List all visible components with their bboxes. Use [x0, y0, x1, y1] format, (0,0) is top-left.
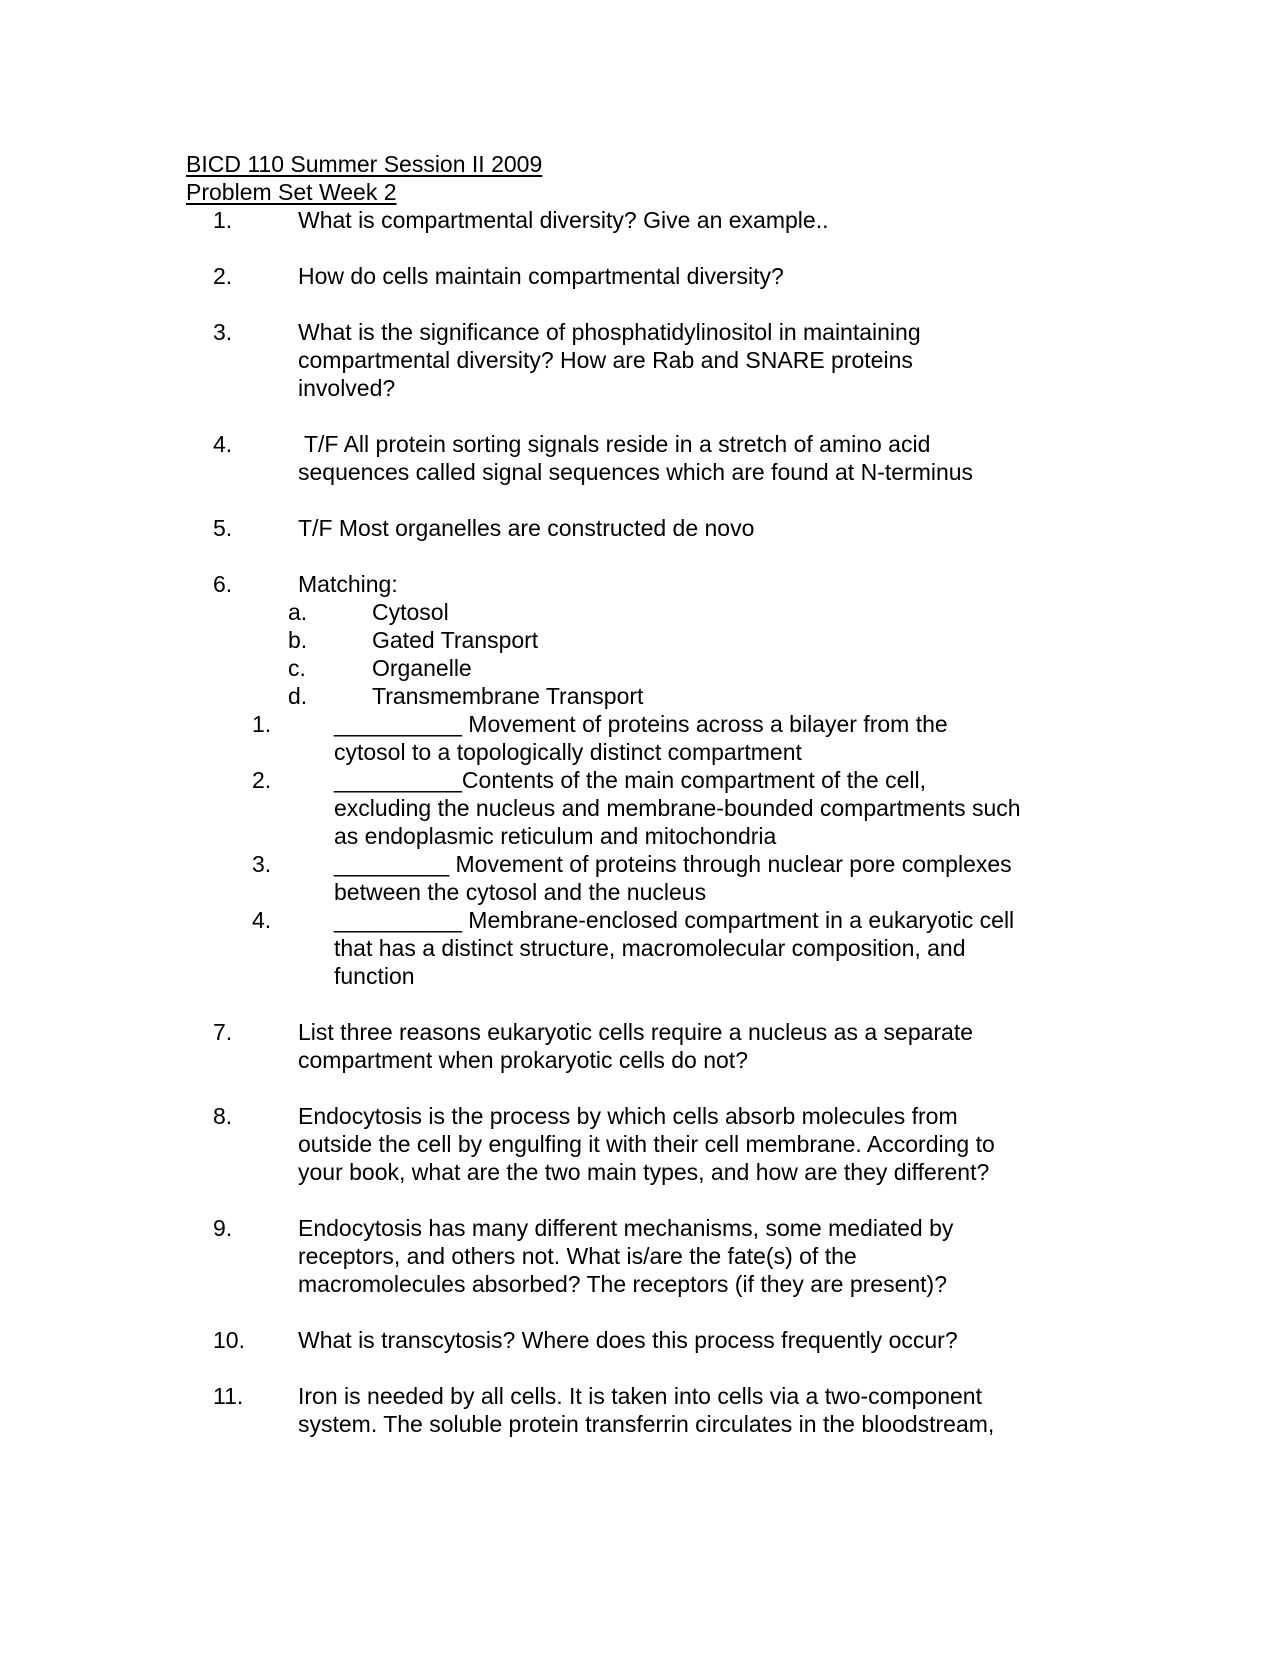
- matching-item-text: excluding the nucleus and membrane-bounded compartments such: [334, 795, 1021, 821]
- matching-item-text: __________ Movement of proteins across a bilayer from the: [334, 711, 948, 737]
- matching-item-number: 1.: [252, 711, 272, 737]
- matching-item-number: 4.: [252, 907, 272, 933]
- question-number: 5.: [213, 515, 233, 541]
- question-text: Endocytosis has many different mechanisms, some mediated by: [298, 1215, 954, 1241]
- question-text: What is the significance of phosphatidylinositol in maintaining: [298, 319, 921, 345]
- question-text: sequences called signal sequences which are found at N-terminus: [298, 459, 974, 485]
- question-text: What is transcytosis? Where does this process frequently occur?: [298, 1327, 958, 1353]
- question-text: T/F All protein sorting signals reside in a stretch of amino acid: [298, 431, 931, 457]
- question-text: How do cells maintain compartmental diversity?: [298, 263, 784, 289]
- option-text: Cytosol: [372, 599, 449, 625]
- question-text: Endocytosis is the process by which cells absorb molecules from: [298, 1103, 958, 1129]
- question-text: compartmental diversity? How are Rab and SNARE proteins: [298, 347, 913, 373]
- question-number: 11.: [213, 1383, 244, 1409]
- matching-item-number: 2.: [252, 767, 272, 793]
- option-text: Transmembrane Transport: [372, 683, 644, 709]
- matching-item-text: that has a distinct structure, macromolecular composition, and: [334, 935, 966, 961]
- question-text: involved?: [298, 375, 396, 401]
- question-number: 4.: [213, 431, 233, 457]
- question-number: 1.: [213, 207, 233, 233]
- question-text: receptors, and others not. What is/are the fate(s) of the: [298, 1243, 857, 1269]
- option-text: Organelle: [372, 655, 472, 681]
- question-text: outside the cell by engulfing it with their cell membrane. According to: [298, 1131, 995, 1157]
- matching-item-text: _________ Movement of proteins through nuclear pore complexes: [334, 851, 1012, 877]
- question-number: 3.: [213, 319, 233, 345]
- question-number: 8.: [213, 1103, 233, 1129]
- matching-item-text: cytosol to a topologically distinct compartment: [334, 739, 802, 765]
- question-text: T/F Most organelles are constructed de novo: [298, 515, 755, 541]
- question-text: macromolecules absorbed? The receptors (if they are present)?: [298, 1271, 948, 1297]
- matching-item-text: between the cytosol and the nucleus: [334, 879, 707, 905]
- matching-item-text: function: [334, 963, 415, 989]
- question-text: system. The soluble protein transferrin circulates in the bloodstream,: [298, 1411, 995, 1437]
- matching-label: Matching:: [298, 571, 398, 597]
- question-text: your book, what are the two main types, and how are they different?: [298, 1159, 990, 1185]
- question-number: 10.: [213, 1327, 245, 1353]
- page-title: Problem Set Week 2: [186, 179, 397, 205]
- question-number: 7.: [213, 1019, 233, 1045]
- option-letter: c.: [288, 655, 306, 681]
- matching-item-number: 3.: [252, 851, 272, 877]
- course-heading: BICD 110 Summer Session II 2009: [186, 151, 543, 177]
- option-letter: a.: [288, 599, 308, 625]
- question-number: 2.: [213, 263, 233, 289]
- matching-item-text: __________ Membrane-enclosed compartment in a eukaryotic cell: [334, 907, 1015, 933]
- question-number: 9.: [213, 1215, 233, 1241]
- question-text: What is compartmental diversity? Give an example..: [298, 207, 829, 233]
- matching-item-text: __________Contents of the main compartment of the cell,: [334, 767, 926, 793]
- option-letter: b.: [288, 627, 308, 653]
- question-text: List three reasons eukaryotic cells require a nucleus as a separate: [298, 1019, 974, 1045]
- option-text: Gated Transport: [372, 627, 539, 653]
- option-letter: d.: [288, 683, 308, 709]
- question-number: 6.: [213, 571, 233, 597]
- matching-item-text: as endoplasmic reticulum and mitochondria: [334, 823, 777, 849]
- question-text: compartment when prokaryotic cells do not?: [298, 1047, 748, 1073]
- question-text: Iron is needed by all cells. It is taken into cells via a two-component: [298, 1383, 982, 1409]
